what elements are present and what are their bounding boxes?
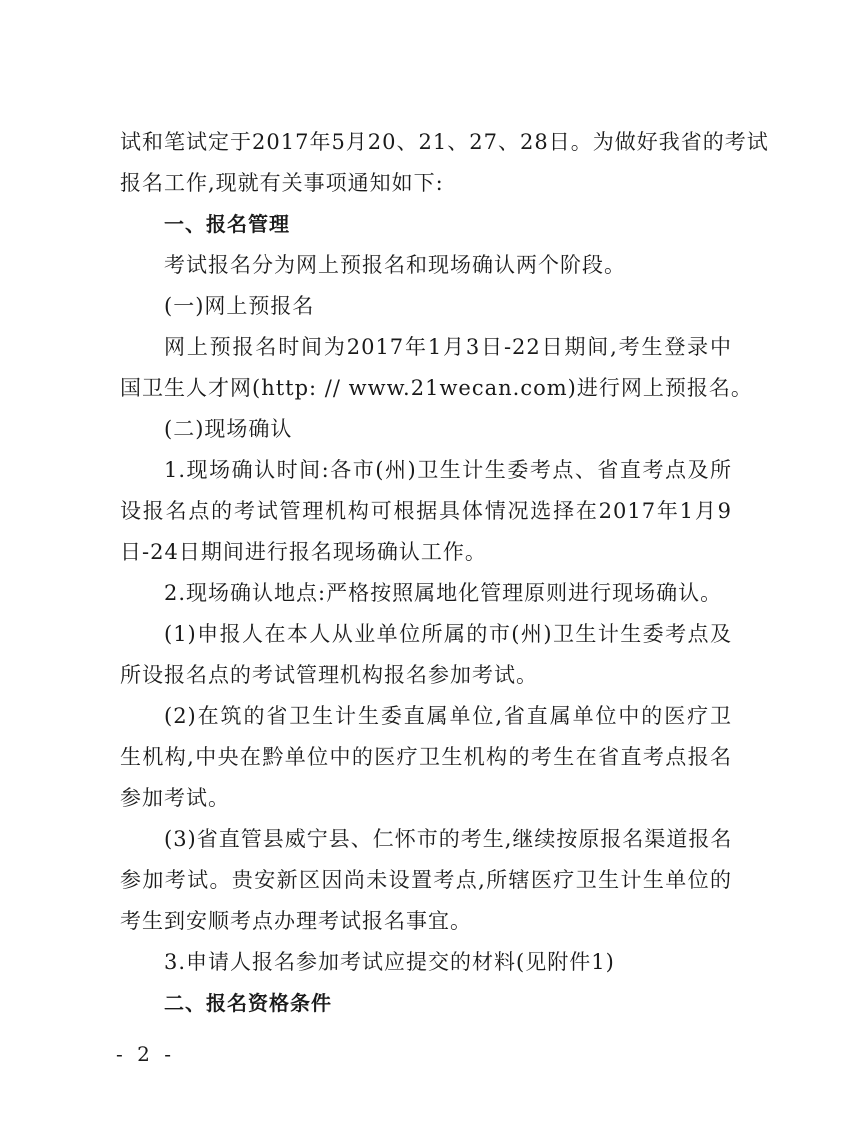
text-line: 网上预报名时间为2017年1月3日-22日期间,考生登录中 xyxy=(164,335,732,359)
subsection-heading xyxy=(120,286,732,327)
subsection-heading xyxy=(120,409,732,450)
page-number: - 2 - xyxy=(116,1042,175,1066)
text-line: 生机构,中央在黔单位中的医疗卫生机构的考生在省直考点报名 xyxy=(120,745,732,769)
text-line: (二)现场确认 xyxy=(164,417,293,441)
document-body xyxy=(120,122,769,1024)
paragraph xyxy=(120,942,732,983)
text-line: 参加考试。贵安新区因尚未设置考点,所辖医疗卫生计生单位的 xyxy=(120,868,732,892)
text-line: 国卫生人才网(http: // www.21wecan.com)进行网上预报名。 xyxy=(120,376,753,400)
text-line: 二、报名资格条件 xyxy=(164,991,332,1015)
paragraph xyxy=(120,819,732,942)
text-line: 考生到安顺考点办理考试报名事宜。 xyxy=(120,909,472,933)
text-line: 2.现场确认地点:严格按照属地化管理原则进行现场确认。 xyxy=(164,581,723,605)
text-line: 参加考试。 xyxy=(120,786,230,810)
text-line: 日-24日期间进行报名现场确认工作。 xyxy=(120,540,487,564)
text-line: (一)网上预报名 xyxy=(164,294,315,318)
text-line: 试和笔试定于2017年5月20、21、27、28日。为做好我省的考试 xyxy=(120,130,769,154)
section-heading xyxy=(120,983,732,1024)
section-heading xyxy=(120,204,732,245)
text-line: (1)申报人在本人从业单位所属的市(州)卫生计生委考点及 xyxy=(164,622,732,646)
text-line: 报名工作,现就有关事项通知如下: xyxy=(120,171,444,195)
paragraph xyxy=(120,245,732,286)
paragraph xyxy=(120,614,732,696)
text-line: 一、报名管理 xyxy=(164,212,290,236)
paragraph xyxy=(120,696,732,819)
text-line: 所设报名点的考试管理机构报名参加考试。 xyxy=(120,663,538,687)
text-line: (3)省直管县威宁县、仁怀市的考生,继续按原报名渠道报名 xyxy=(164,827,733,851)
paragraph xyxy=(120,450,732,573)
text-line: 1.现场确认时间:各市(州)卫生计生委考点、省直考点及所 xyxy=(164,458,732,482)
paragraph xyxy=(120,327,753,409)
text-line: 设报名点的考试管理机构可根据具体情况选择在2017年1月9 xyxy=(120,499,732,523)
text-line: 3.申请人报名参加考试应提交的材料(见附件1) xyxy=(164,950,615,974)
text-line: (2)在筑的省卫生计生委直属单位,省直属单位中的医疗卫 xyxy=(164,704,732,728)
text-line: 考试报名分为网上预报名和现场确认两个阶段。 xyxy=(164,253,626,277)
paragraph xyxy=(120,122,769,204)
paragraph xyxy=(120,573,732,614)
